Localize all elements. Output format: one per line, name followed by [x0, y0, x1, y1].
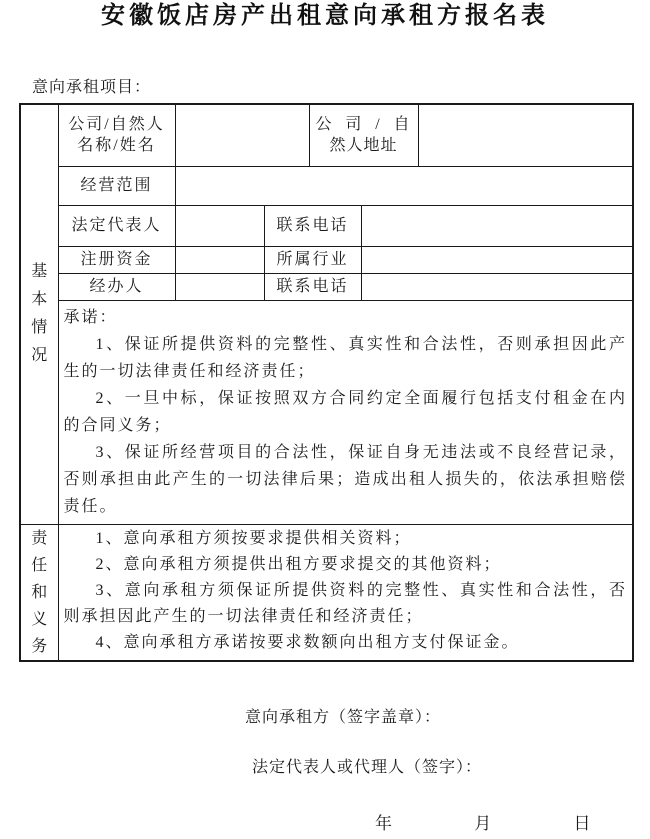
legal-rep-value-field[interactable]	[175, 205, 264, 246]
duty-item-3: 3、意向承租方须保证所提供资料的完整性、真实性和合法性，否则承担因此产生的一切法律责任和经济责任；	[63, 581, 628, 625]
signature-block	[0, 709, 650, 833]
promise-item-2: 2、一旦中标，保证按照双方合同约定全面履行包括支付租金在内的合同义务；	[63, 389, 628, 434]
section-header-duties-label: 责任和义务	[31, 529, 48, 655]
phone-value-field-1[interactable]	[361, 205, 633, 246]
business-scope-value-field[interactable]	[175, 166, 633, 205]
name-label-line2: 名称/姓名	[77, 137, 156, 155]
application-form-table	[19, 103, 634, 662]
table-row	[20, 246, 633, 273]
industry-label: 所属行业	[264, 246, 361, 273]
section-header-duties	[20, 524, 58, 661]
section-header-basic-info	[20, 104, 58, 524]
handler-value-field[interactable]	[175, 273, 264, 300]
table-row	[20, 300, 633, 524]
promise-item-1: 1、保证所提供资料的完整性、真实性和合法性，否则承担因此产生的一切法律责任和经济责任；	[63, 335, 628, 380]
business-scope-label: 经营范围	[58, 166, 175, 205]
page-title: 安徽饭店房产出租意向承租方报名表	[101, 2, 549, 29]
phone-value-field-2[interactable]	[361, 273, 633, 300]
address-label-cell	[309, 104, 418, 166]
promise-title: 承诺：	[63, 308, 118, 326]
section-header-basic-info-label: 基本情况	[31, 263, 48, 365]
promise-item-3: 3、保证所经营项目的合法性，保证自身无违法或不良经营记录，否则承担由此产生的一切法律后果；造成出租人损失的，依法承担赔偿责任。	[63, 443, 628, 515]
table-row	[20, 166, 633, 205]
industry-value-field[interactable]	[361, 246, 633, 273]
phone-label-2: 联系电话	[264, 273, 361, 300]
phone-label-1: 联系电话	[264, 205, 361, 246]
duty-item-2: 2、意向承租方须提供出租方要求提交的其他资料；	[95, 555, 502, 573]
address-value-field[interactable]	[418, 104, 633, 166]
table-row	[20, 524, 633, 661]
date-day-label: 日	[573, 813, 592, 833]
handler-label: 经办人	[58, 273, 175, 300]
date-year-label: 年	[375, 813, 393, 833]
duty-item-4: 4、意向承租方承诺按要求数额向出租方支付保证金。	[95, 633, 520, 651]
registered-capital-value-field[interactable]	[175, 246, 264, 273]
address-label-line2: 然人地址	[329, 137, 398, 155]
duties-cell	[58, 524, 633, 661]
name-label-cell	[58, 104, 175, 166]
date-month-label: 月	[474, 813, 493, 833]
name-value-field[interactable]	[175, 104, 309, 166]
promise-cell	[58, 300, 633, 524]
table-row	[20, 104, 633, 166]
date-line	[375, 814, 650, 833]
intent-project-label: 意向承租项目：	[32, 79, 152, 96]
duty-item-1: 1、意向承租方须按要求提供相关资料；	[95, 529, 412, 547]
name-label-line1: 公司/自然人	[68, 116, 165, 134]
table-row	[20, 273, 633, 300]
tenant-signature-label: 意向承租方（签字盖章）：	[245, 708, 442, 726]
representative-signature-label: 法定代表人或代理人（签字）：	[252, 758, 483, 776]
table-row	[20, 205, 633, 246]
address-label-line1: 公司/自	[315, 116, 412, 134]
legal-rep-label: 法定代表人	[58, 205, 175, 246]
registered-capital-label: 注册资金	[58, 246, 175, 273]
